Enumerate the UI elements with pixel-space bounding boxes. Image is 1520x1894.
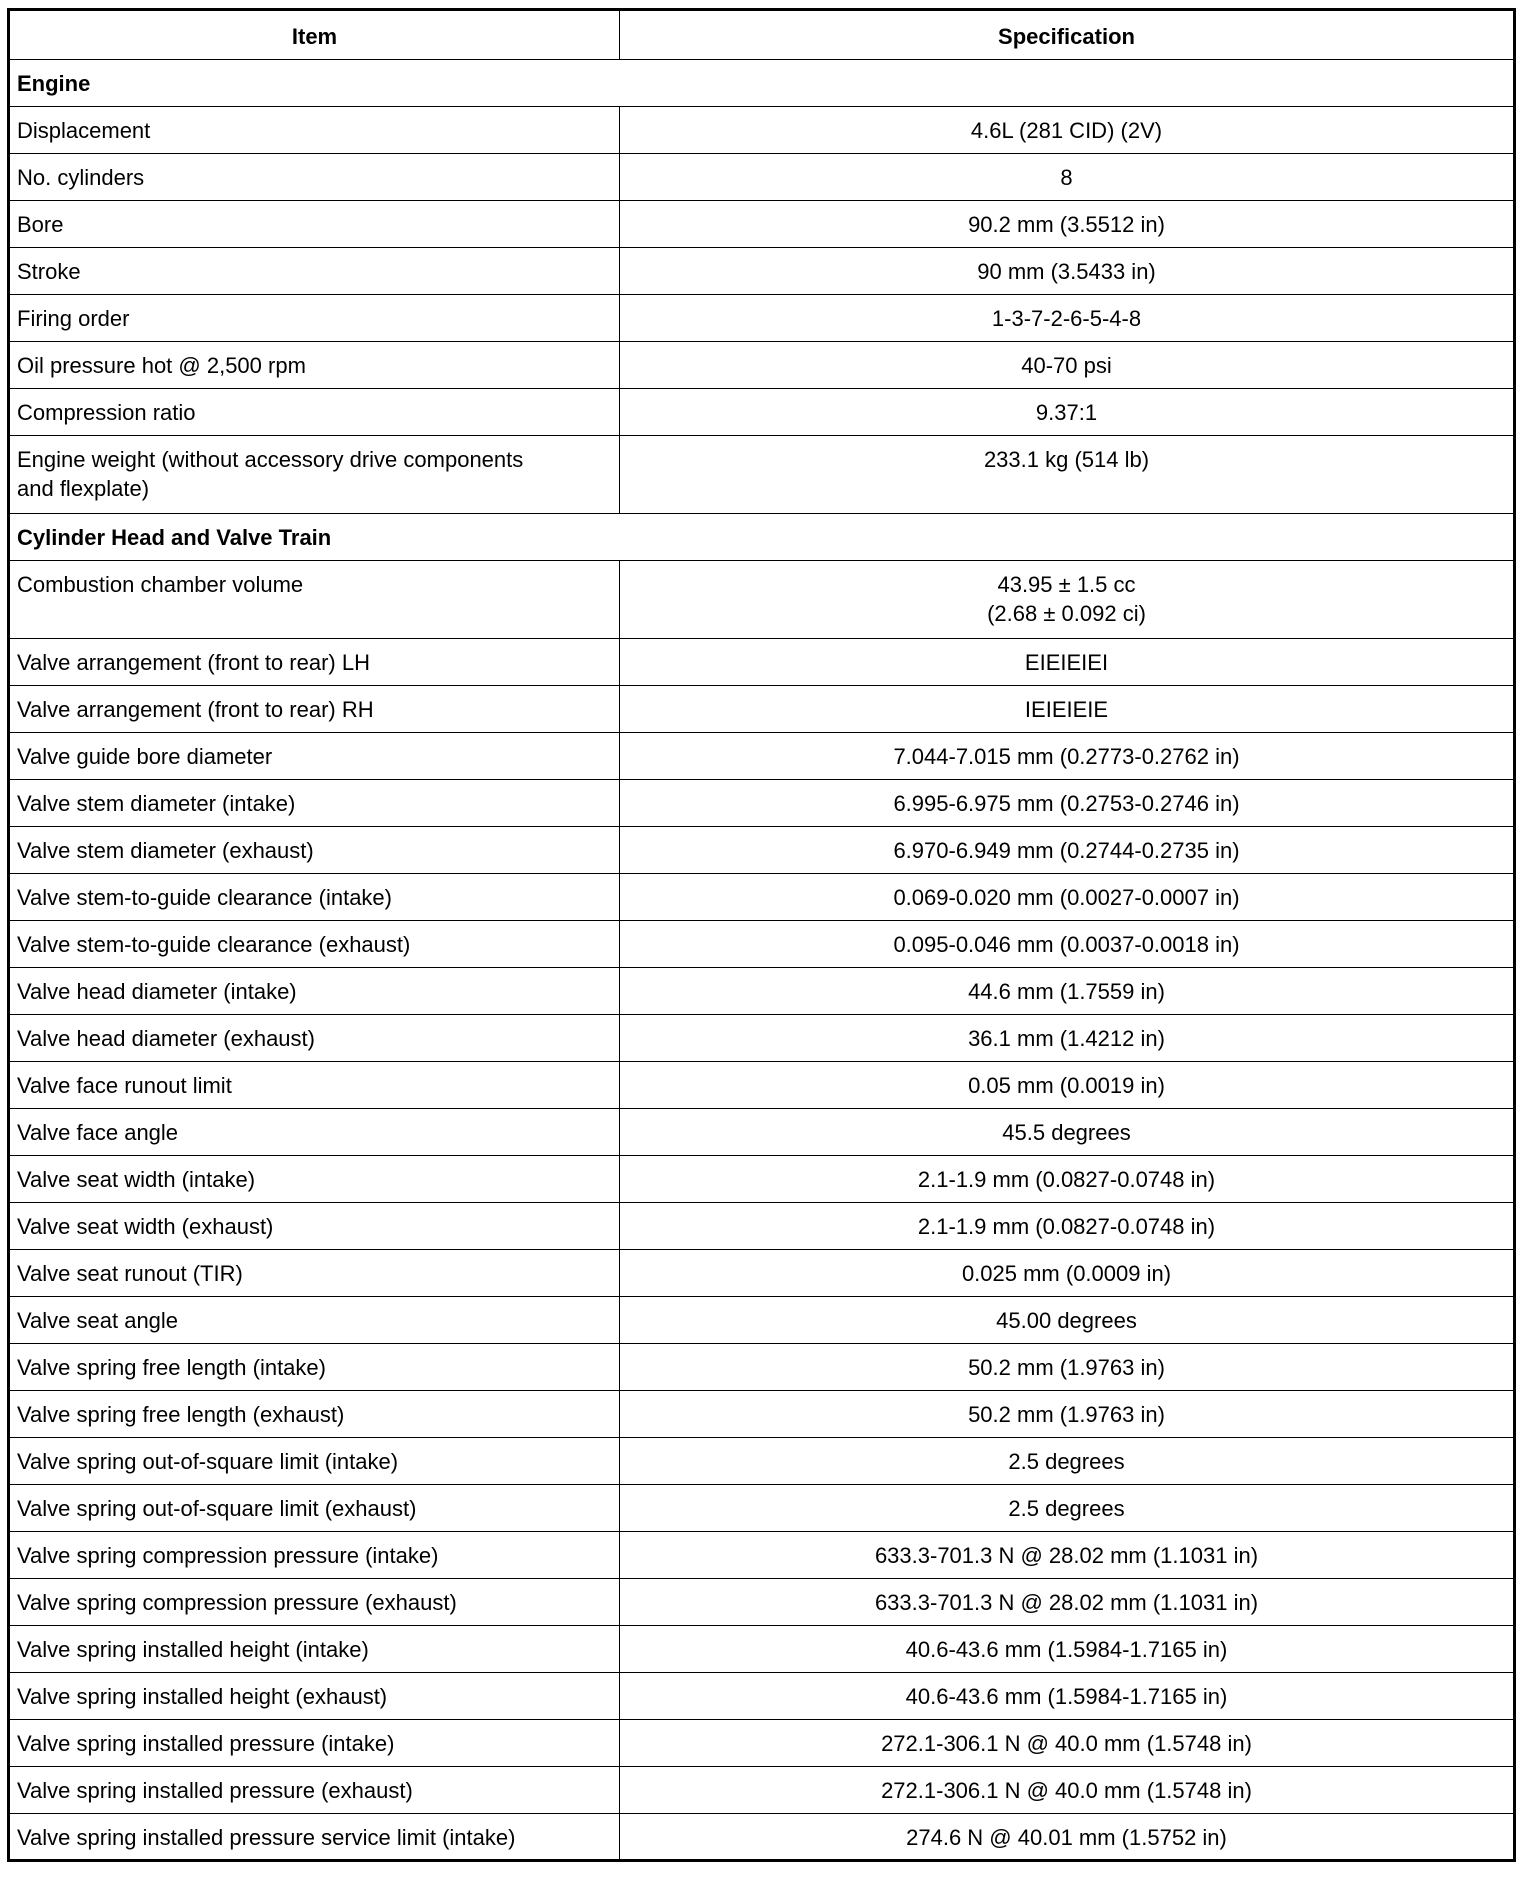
specification-cell bbox=[620, 107, 1515, 154]
specification-cell bbox=[620, 561, 1515, 639]
specification-text: 233.1 kg (514 lb) bbox=[983, 447, 1150, 472]
item-text: Valve guide bore diameter bbox=[17, 744, 273, 769]
specification-cell bbox=[620, 1297, 1515, 1344]
item-text: Valve spring installed height (intake) bbox=[17, 1637, 369, 1662]
specification-cell bbox=[620, 921, 1515, 968]
specification-text: 8 bbox=[1060, 165, 1073, 190]
item-cell bbox=[9, 1532, 620, 1579]
table-row bbox=[9, 827, 1515, 874]
specification-text: IEIEIEIE bbox=[1024, 697, 1109, 722]
table-row bbox=[9, 342, 1515, 389]
item-text: Engine weight (without accessory drive components bbox=[17, 447, 524, 472]
table-row bbox=[9, 1344, 1515, 1391]
specification-cell bbox=[620, 1814, 1515, 1861]
table-row bbox=[9, 780, 1515, 827]
item-cell bbox=[9, 561, 620, 639]
specification-cell bbox=[620, 686, 1515, 733]
item-cell bbox=[9, 201, 620, 248]
header-row bbox=[9, 10, 1515, 60]
item-cell bbox=[9, 295, 620, 342]
table-row bbox=[9, 1767, 1515, 1814]
specification-text: 2.5 degrees bbox=[1008, 1449, 1125, 1474]
item-text: Valve spring free length (exhaust) bbox=[17, 1402, 345, 1427]
item-text: Valve spring out-of-square limit (exhaust) bbox=[17, 1496, 417, 1521]
table-row bbox=[9, 1532, 1515, 1579]
specification-text: 272.1-306.1 N @ 40.0 mm (1.5748 in) bbox=[881, 1778, 1252, 1803]
specification-text: 2.1-1.9 mm (0.0827-0.0748 in) bbox=[917, 1167, 1216, 1192]
item-cell bbox=[9, 1109, 620, 1156]
item-text: Stroke bbox=[17, 259, 81, 284]
specification-text: 633.3-701.3 N @ 28.02 mm (1.1031 in) bbox=[874, 1590, 1259, 1615]
table-row bbox=[9, 1250, 1515, 1297]
specification-cell bbox=[620, 1438, 1515, 1485]
specification-cell bbox=[620, 827, 1515, 874]
specification-text: EIEIEIEI bbox=[1024, 650, 1109, 675]
specification-cell bbox=[620, 1579, 1515, 1626]
table-row bbox=[9, 1438, 1515, 1485]
section-title: Engine bbox=[9, 60, 1515, 107]
specification-cell bbox=[620, 1250, 1515, 1297]
specification-cell bbox=[620, 1720, 1515, 1767]
specification-cell bbox=[620, 639, 1515, 686]
item-cell bbox=[9, 827, 620, 874]
table-row bbox=[9, 1485, 1515, 1532]
specification-cell bbox=[620, 295, 1515, 342]
item-text: Valve face runout limit bbox=[17, 1073, 232, 1098]
specification-cell bbox=[620, 1626, 1515, 1673]
table-row bbox=[9, 1015, 1515, 1062]
item-text: Valve seat angle bbox=[17, 1308, 179, 1333]
specification-cell bbox=[620, 1767, 1515, 1814]
table-row bbox=[9, 1626, 1515, 1673]
item-cell bbox=[9, 1203, 620, 1250]
table-row bbox=[9, 248, 1515, 295]
item-cell bbox=[9, 1156, 620, 1203]
table-row bbox=[9, 686, 1515, 733]
item-cell bbox=[9, 874, 620, 921]
specification-text: 50.2 mm (1.9763 in) bbox=[968, 1402, 1165, 1427]
item-text: Firing order bbox=[17, 306, 130, 331]
item-cell bbox=[9, 436, 620, 514]
item-text: Valve spring installed pressure service limit (intake) bbox=[17, 1825, 516, 1850]
table-row bbox=[9, 1203, 1515, 1250]
item-text: Valve arrangement (front to rear) LH bbox=[17, 650, 370, 675]
specification-text: 0.095-0.046 mm (0.0037-0.0018 in) bbox=[893, 932, 1240, 957]
item-text: Valve seat width (exhaust) bbox=[17, 1214, 274, 1239]
table-row bbox=[9, 874, 1515, 921]
specification-cell bbox=[620, 1156, 1515, 1203]
table-body bbox=[9, 60, 1515, 1861]
item-text: Valve stem-to-guide clearance (intake) bbox=[17, 885, 392, 910]
specification-text: 40.6-43.6 mm (1.5984-1.7165 in) bbox=[905, 1684, 1228, 1709]
specification-cell bbox=[620, 1391, 1515, 1438]
specification-text: 40-70 psi bbox=[1021, 353, 1112, 378]
table-row bbox=[9, 154, 1515, 201]
item-text: Valve head diameter (intake) bbox=[17, 979, 297, 1004]
table-row bbox=[9, 1109, 1515, 1156]
specification-text: 6.970-6.949 mm (0.2744-0.2735 in) bbox=[893, 838, 1240, 863]
item-cell bbox=[9, 686, 620, 733]
specification-text: 274.6 N @ 40.01 mm (1.5752 in) bbox=[906, 1825, 1227, 1850]
table-row bbox=[9, 1391, 1515, 1438]
item-text: Valve stem diameter (intake) bbox=[17, 791, 296, 816]
item-text: Compression ratio bbox=[17, 400, 196, 425]
item-cell bbox=[9, 248, 620, 295]
specification-cell bbox=[620, 733, 1515, 780]
column-header-specification: Specification bbox=[620, 10, 1515, 60]
table-row bbox=[9, 561, 1515, 639]
item-text: Bore bbox=[17, 212, 64, 237]
item-cell bbox=[9, 1767, 620, 1814]
specification-text: 36.1 mm (1.4212 in) bbox=[968, 1026, 1165, 1051]
table-row bbox=[9, 389, 1515, 436]
specification-text: 2.1-1.9 mm (0.0827-0.0748 in) bbox=[917, 1214, 1216, 1239]
specification-text: 44.6 mm (1.7559 in) bbox=[968, 979, 1165, 1004]
item-text: Valve face angle bbox=[17, 1120, 179, 1145]
item-text: Oil pressure hot @ 2,500 rpm bbox=[17, 353, 306, 378]
specification-text: 40.6-43.6 mm (1.5984-1.7165 in) bbox=[905, 1637, 1228, 1662]
specification-text: 9.37:1 bbox=[1035, 400, 1098, 425]
item-text: Valve spring installed pressure (exhaust) bbox=[17, 1778, 413, 1803]
table-row bbox=[9, 107, 1515, 154]
specification-text: 7.044-7.015 mm (0.2773-0.2762 in) bbox=[893, 744, 1240, 769]
item-text: Valve seat runout (TIR) bbox=[17, 1261, 243, 1286]
item-cell bbox=[9, 1391, 620, 1438]
table-row bbox=[9, 639, 1515, 686]
table-row bbox=[9, 968, 1515, 1015]
specification-cell bbox=[620, 1109, 1515, 1156]
item-cell bbox=[9, 780, 620, 827]
specification-cell bbox=[620, 874, 1515, 921]
table-row bbox=[9, 1062, 1515, 1109]
item-text: Valve arrangement (front to rear) RH bbox=[17, 697, 374, 722]
item-text: Valve spring installed pressure (intake) bbox=[17, 1731, 395, 1756]
item-text: Valve stem diameter (exhaust) bbox=[17, 838, 314, 863]
table-row bbox=[9, 1673, 1515, 1720]
specification-text: 50.2 mm (1.9763 in) bbox=[968, 1355, 1165, 1380]
specification-cell bbox=[620, 1062, 1515, 1109]
item-text: Valve head diameter (exhaust) bbox=[17, 1026, 315, 1051]
specification-cell bbox=[620, 342, 1515, 389]
table-row bbox=[9, 921, 1515, 968]
item-cell bbox=[9, 733, 620, 780]
item-text: Valve spring compression pressure (exhaust) bbox=[17, 1590, 457, 1615]
table-row bbox=[9, 1156, 1515, 1203]
specification-cell bbox=[620, 248, 1515, 295]
item-cell bbox=[9, 107, 620, 154]
item-cell bbox=[9, 1814, 620, 1861]
item-cell bbox=[9, 1673, 620, 1720]
specification-table bbox=[7, 8, 1516, 1862]
specification-text: 6.995-6.975 mm (0.2753-0.2746 in) bbox=[893, 791, 1240, 816]
specification-text: 1-3-7-2-6-5-4-8 bbox=[991, 306, 1142, 331]
specification-text: 90.2 mm (3.5512 in) bbox=[968, 212, 1165, 237]
specification-text: 45.00 degrees bbox=[996, 1308, 1137, 1333]
item-text: Combustion chamber volume bbox=[17, 572, 304, 597]
item-text: Valve seat width (intake) bbox=[17, 1167, 256, 1192]
item-text: No. cylinders bbox=[17, 165, 145, 190]
item-text: Valve spring compression pressure (intake) bbox=[17, 1543, 439, 1568]
table-row bbox=[9, 733, 1515, 780]
specification-cell bbox=[620, 1015, 1515, 1062]
item-text: Valve spring out-of-square limit (intake) bbox=[17, 1449, 399, 1474]
specification-cell bbox=[620, 1203, 1515, 1250]
item-text: Valve stem-to-guide clearance (exhaust) bbox=[17, 932, 411, 957]
item-cell bbox=[9, 389, 620, 436]
item-cell bbox=[9, 342, 620, 389]
specification-text: 272.1-306.1 N @ 40.0 mm (1.5748 in) bbox=[881, 1731, 1252, 1756]
specification-cell bbox=[620, 1673, 1515, 1720]
specification-text: 0.05 mm (0.0019 in) bbox=[968, 1073, 1165, 1098]
section-title: Cylinder Head and Valve Train bbox=[9, 514, 1515, 561]
specification-text: 4.6L (281 CID) (2V) bbox=[970, 118, 1163, 143]
specification-cell bbox=[620, 154, 1515, 201]
specification-cell bbox=[620, 201, 1515, 248]
specification-text: 43.95 ± 1.5 cc bbox=[997, 572, 1136, 597]
specification-cell bbox=[620, 1485, 1515, 1532]
specification-text: 90 mm (3.5433 in) bbox=[977, 259, 1156, 284]
item-cell bbox=[9, 1344, 620, 1391]
specification-text: 2.5 degrees bbox=[1008, 1496, 1125, 1521]
item-cell bbox=[9, 1626, 620, 1673]
item-cell bbox=[9, 968, 620, 1015]
table-row bbox=[9, 1814, 1515, 1861]
specification-cell bbox=[620, 436, 1515, 514]
item-cell bbox=[9, 1485, 620, 1532]
section-row bbox=[9, 60, 1515, 107]
table-row bbox=[9, 295, 1515, 342]
item-cell bbox=[9, 1250, 620, 1297]
table-row bbox=[9, 201, 1515, 248]
item-text: Displacement bbox=[17, 118, 151, 143]
section-row bbox=[9, 514, 1515, 561]
item-cell bbox=[9, 1297, 620, 1344]
specification-text: 633.3-701.3 N @ 28.02 mm (1.1031 in) bbox=[874, 1543, 1259, 1568]
specification-cell bbox=[620, 968, 1515, 1015]
item-cell bbox=[9, 154, 620, 201]
specification-cell bbox=[620, 1532, 1515, 1579]
specification-cell bbox=[620, 389, 1515, 436]
specification-text: (2.68 ± 0.092 ci) bbox=[987, 601, 1146, 626]
item-cell bbox=[9, 1438, 620, 1485]
item-text: Valve spring free length (intake) bbox=[17, 1355, 326, 1380]
specification-cell bbox=[620, 780, 1515, 827]
item-text: and flexplate) bbox=[17, 476, 150, 501]
item-cell bbox=[9, 1579, 620, 1626]
column-header-item: Item bbox=[9, 10, 620, 60]
table-row bbox=[9, 1297, 1515, 1344]
item-cell bbox=[9, 1015, 620, 1062]
item-text: Valve spring installed height (exhaust) bbox=[17, 1684, 388, 1709]
specification-text: 0.025 mm (0.0009 in) bbox=[961, 1261, 1172, 1286]
specification-text: 45.5 degrees bbox=[1002, 1120, 1131, 1145]
specification-text: 0.069-0.020 mm (0.0027-0.0007 in) bbox=[893, 885, 1240, 910]
item-cell bbox=[9, 639, 620, 686]
table-row bbox=[9, 1579, 1515, 1626]
item-cell bbox=[9, 1062, 620, 1109]
table-row bbox=[9, 436, 1515, 514]
table-row bbox=[9, 1720, 1515, 1767]
specification-cell bbox=[620, 1344, 1515, 1391]
item-cell bbox=[9, 921, 620, 968]
item-cell bbox=[9, 1720, 620, 1767]
